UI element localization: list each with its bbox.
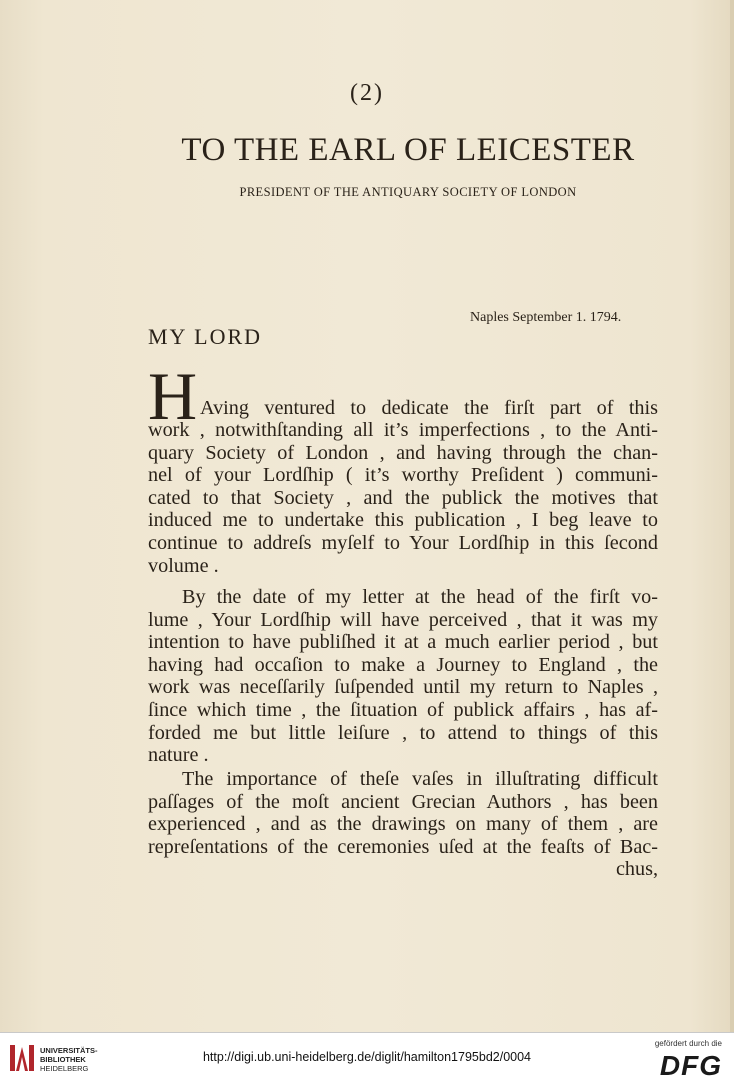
text-line: paſſages of the moſt ancient Grecian Authors , has been: [148, 790, 658, 813]
text-line: quary Society of London , and having through the chan-: [148, 441, 658, 464]
library-line: HEIDELBERG: [40, 1064, 89, 1073]
text-line: work was neceſſarily ſuſpended until my return to Naples ,: [148, 676, 658, 699]
dateline: Naples September 1. 1794.: [470, 310, 622, 325]
text-line: intention to have publiſhed it at a much earlier period , but: [148, 631, 658, 654]
page-subtitle: PRESIDENT OF THE ANTIQUARY SOCIETY OF LONDON: [239, 185, 577, 199]
library-line: BIBLIOTHEK: [40, 1055, 86, 1064]
funded-by-label: gefördert durch die: [654, 1039, 722, 1048]
text-line: repreſentations of the ceremonies uſed at the feaſts of Bac-: [148, 835, 658, 858]
text-line: forded me but little leiſure , to attend to things of this: [148, 721, 658, 744]
paragraph-3: [148, 768, 658, 881]
text-line: nature .: [148, 744, 209, 767]
text-line: induced me to undertake this publication , I beg leave to: [148, 509, 658, 532]
text-line: lume , Your Lordſhip will have perceived , that it was my: [148, 608, 658, 631]
text-line: experienced , and as the drawings on many of them , are: [148, 813, 658, 836]
page-title: TO THE EARL OF LEICESTER: [181, 132, 635, 168]
text-line: volume .: [148, 554, 219, 577]
text-line: continue to addreſs myſelf to Your Lordſhip in this ſecond: [148, 531, 658, 554]
text-line: By the date of my letter at the head of the firſt vo-: [182, 586, 658, 608]
salutation: MY LORD: [148, 324, 263, 349]
paragraph-1: [148, 419, 658, 577]
library-line: UNIVERSITÄTS-: [40, 1046, 98, 1055]
text-line: nel of your Lordſhip ( it’s worthy Preſident ) communi-: [148, 464, 658, 487]
drop-cap: H: [148, 358, 198, 434]
text-line: The importance of theſe vaſes in illuſtrating difficult: [182, 768, 658, 790]
text-line: cated to that Society , and the publick the motives that: [148, 486, 658, 509]
text-line: ſince which time , the ſituation of publick affairs , has af-: [148, 698, 658, 721]
page-number: (2): [350, 80, 384, 106]
permalink-url[interactable]: http://digi.ub.uni-heidelberg.de/diglit/hamilton1795bd2/0004: [202, 1050, 532, 1064]
text-line: work , notwithſtanding all it’s imperfections , to the Anti-: [148, 419, 658, 441]
text-line: having had occaſion to make a Journey to England , the: [148, 653, 658, 676]
footer-bar: [0, 1032, 734, 1085]
catchword: chus,: [615, 858, 658, 881]
paragraph-1-first-line: Aving ventured to dedicate the firſt part of this: [200, 397, 658, 419]
dfg-logo: DFG: [659, 1050, 722, 1081]
paragraph-2: [148, 586, 658, 767]
